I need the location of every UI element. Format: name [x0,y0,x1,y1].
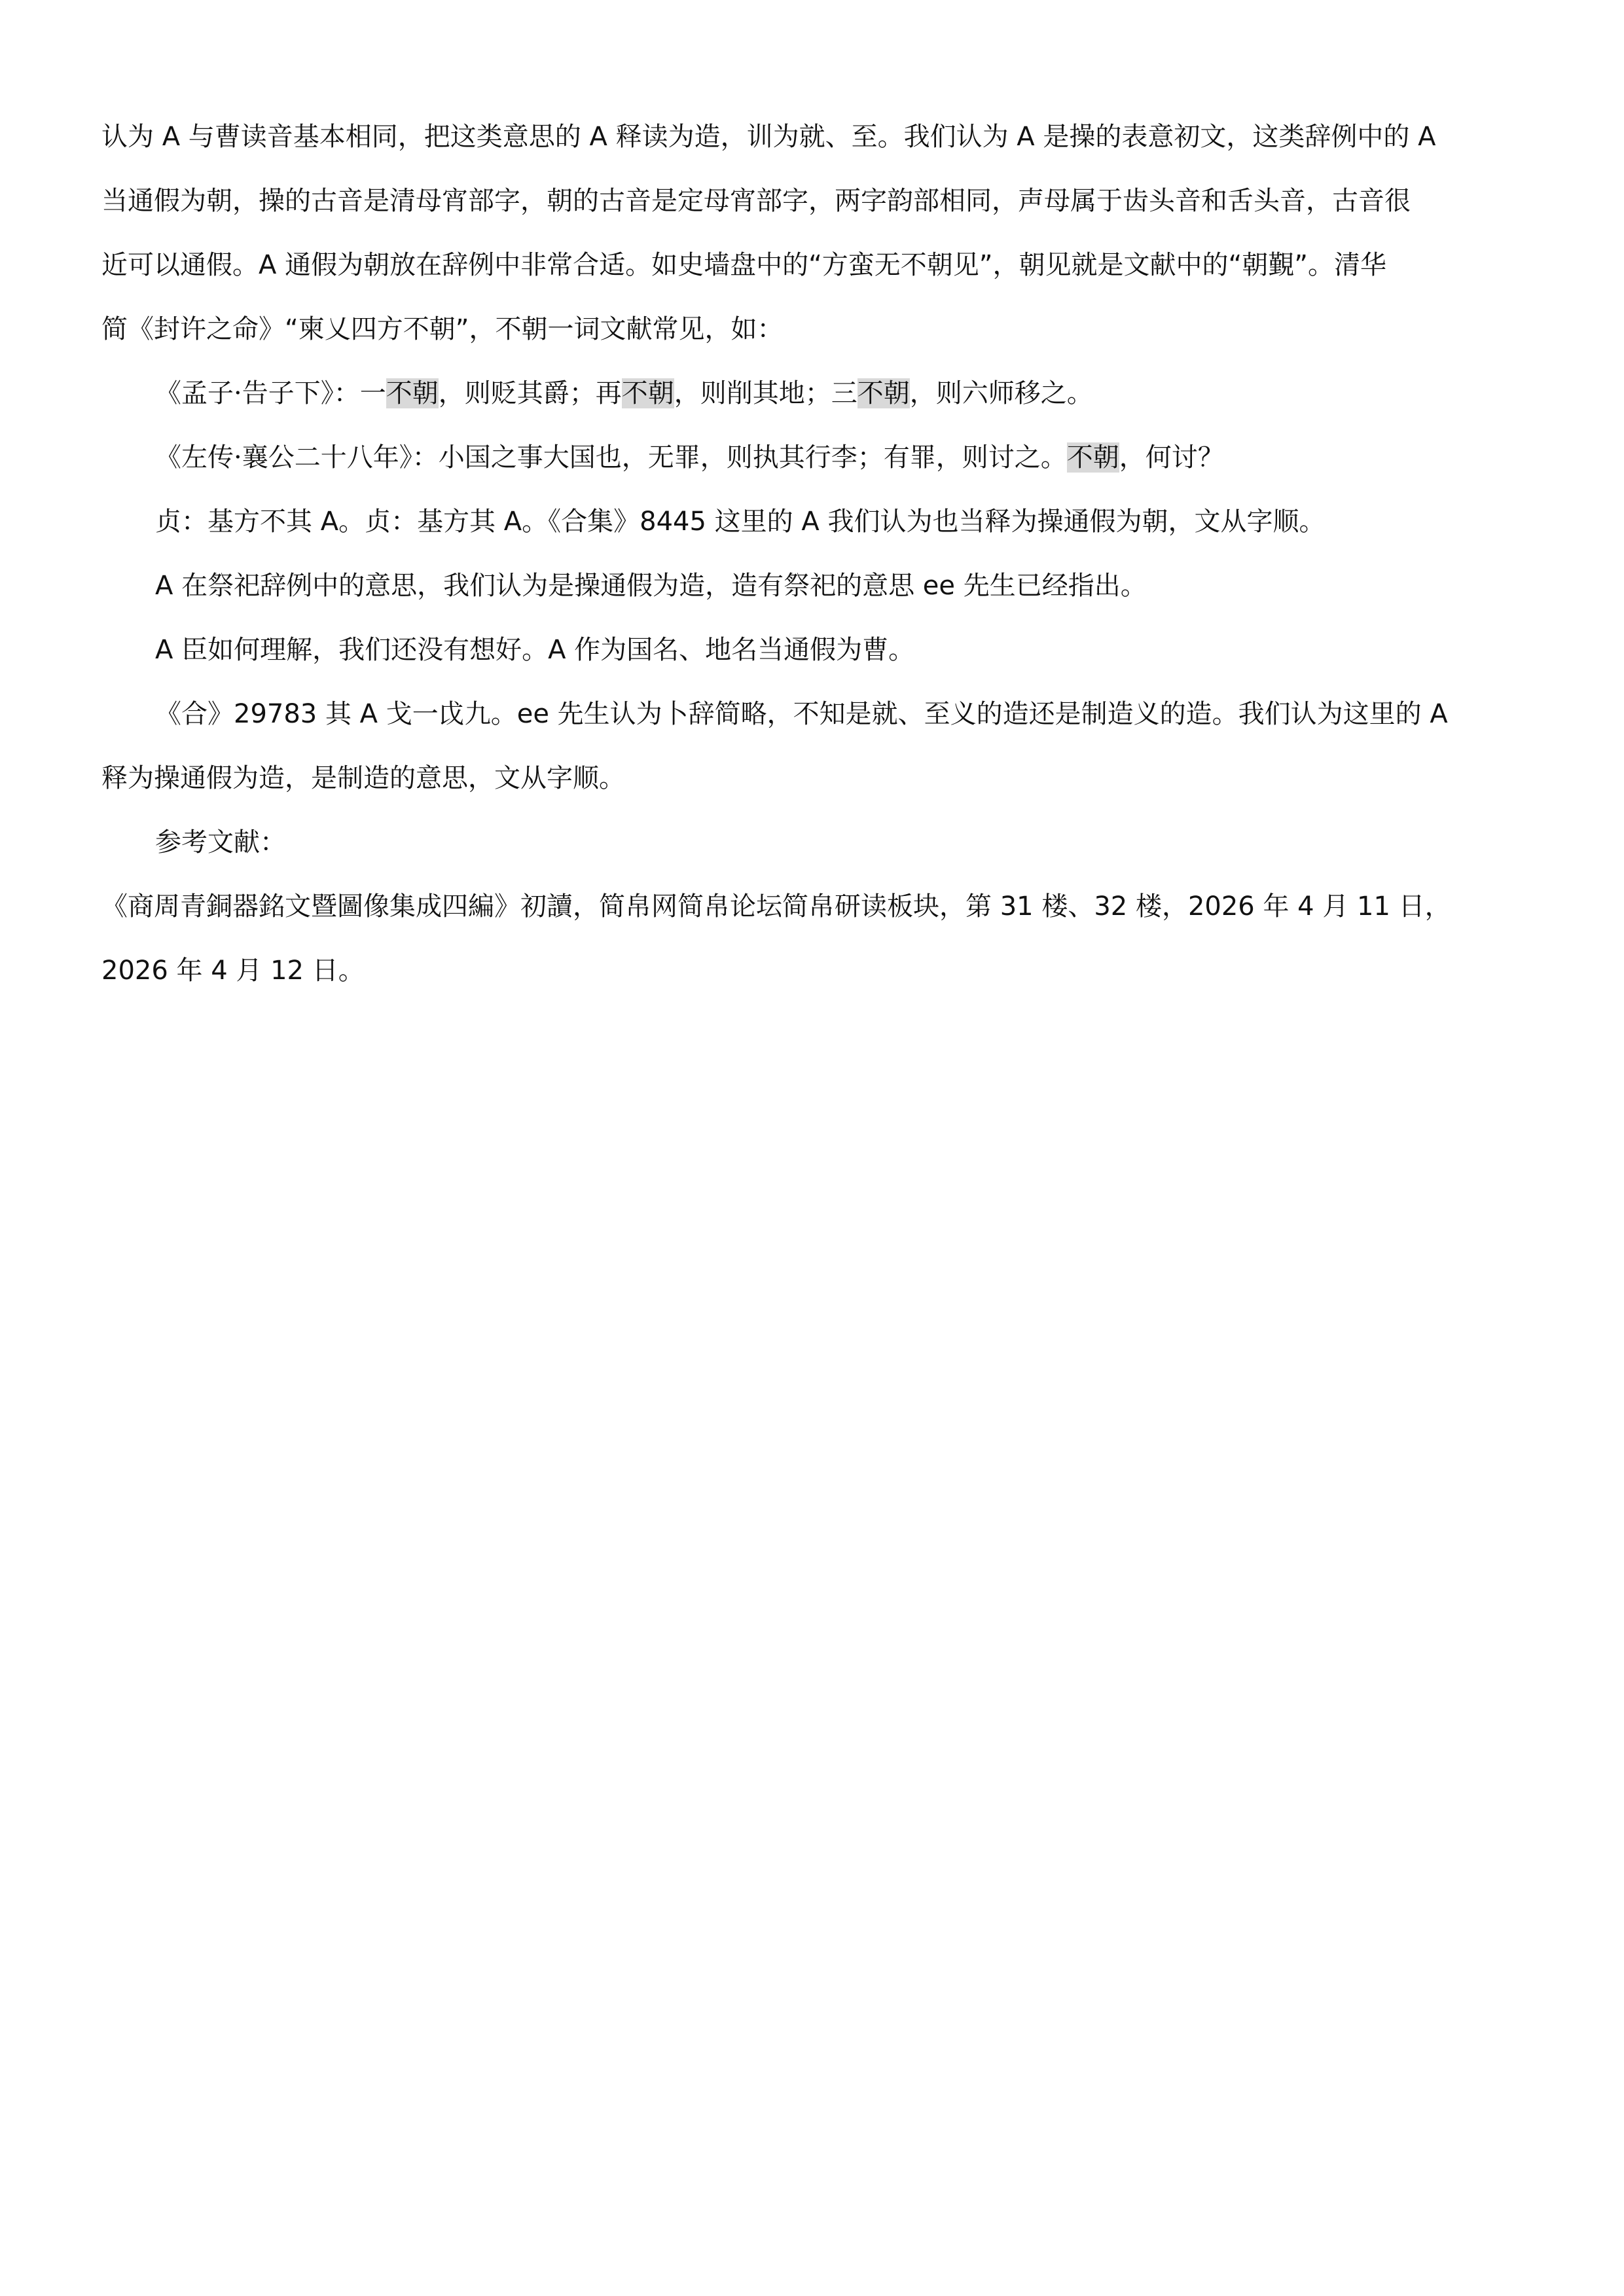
quote-text: ，则六师移之。 [909,378,1093,408]
paragraph-line: 近可以通假。A 通假为朝放在辞例中非常合适。如史墙盘中的“方蛮无不朝见”，朝见就是文献中的“朝覲”。清华 [101,250,1386,280]
paragraph-line: 《合》29783 其 A 戈一戉九。ee 先生认为卜辞简略，不知是就、至义的造还是制造义的造。我们认为这里的 A [155,699,1448,729]
quote-text: 《左传·襄公二十八年》：小国之事大国也，无罪，则执其行李；有罪，则讨之。 [155,442,1067,473]
paragraph-line: 简《封许之命》“柬乂四方不朝”，不朝一词文献常见，如： [101,314,784,344]
reference-item: 2026 年 4 月 12 日。 [101,956,365,986]
quote-text: ，何讨？ [1119,442,1224,473]
quote-mencius [101,361,1522,425]
paragraph: 贞：基方不其 A。贞：基方其 A。《合集》8445 这里的 A 我们认为也当释为操通假为朝，文从字顺。 [155,507,1326,537]
paragraph-line: 当通假为朝，操的古音是清母宵部字，朝的古音是定母宵部字，两字韵部相同，声母属于齿头音和舌头音，古音很 [101,186,1411,216]
document-page [101,105,1522,1003]
highlighted-term: 不朝 [857,378,910,408]
highlighted-term: 不朝 [386,378,439,408]
reference-item: 《商周青銅器銘文暨圖像集成四編》初讀，简帛网简帛论坛简帛研读板块，第 31 楼、32 楼，2026 年 4 月 11 日， [101,891,1451,922]
quote-text: 《孟子·告子下》：一 [155,378,386,408]
paragraph: A 在祭祀辞例中的意思，我们认为是操通假为造，造有祭祀的意思 ee 先生已经指出。 [155,571,1147,601]
references-heading: 参考文献： [155,827,286,857]
paragraph: A 臣如何理解，我们还没有想好。A 作为国名、地名当通假为曹。 [155,635,915,665]
paragraph-line: 认为 A 与曹读音基本相同，把这类意思的 A 释读为造，训为就、至。我们认为 A 是操的表意初文，这类辞例中的 A [101,122,1436,152]
paragraph-line: 释为操通假为造，是制造的意思，文从字顺。 [101,763,625,793]
quote-text: ，则削其地；三 [674,378,857,408]
highlighted-term: 不朝 [1066,442,1119,473]
highlighted-term: 不朝 [621,378,674,408]
quote-zuozhuan [101,425,1522,490]
quote-text: ，则贬其爵；再 [438,378,622,408]
